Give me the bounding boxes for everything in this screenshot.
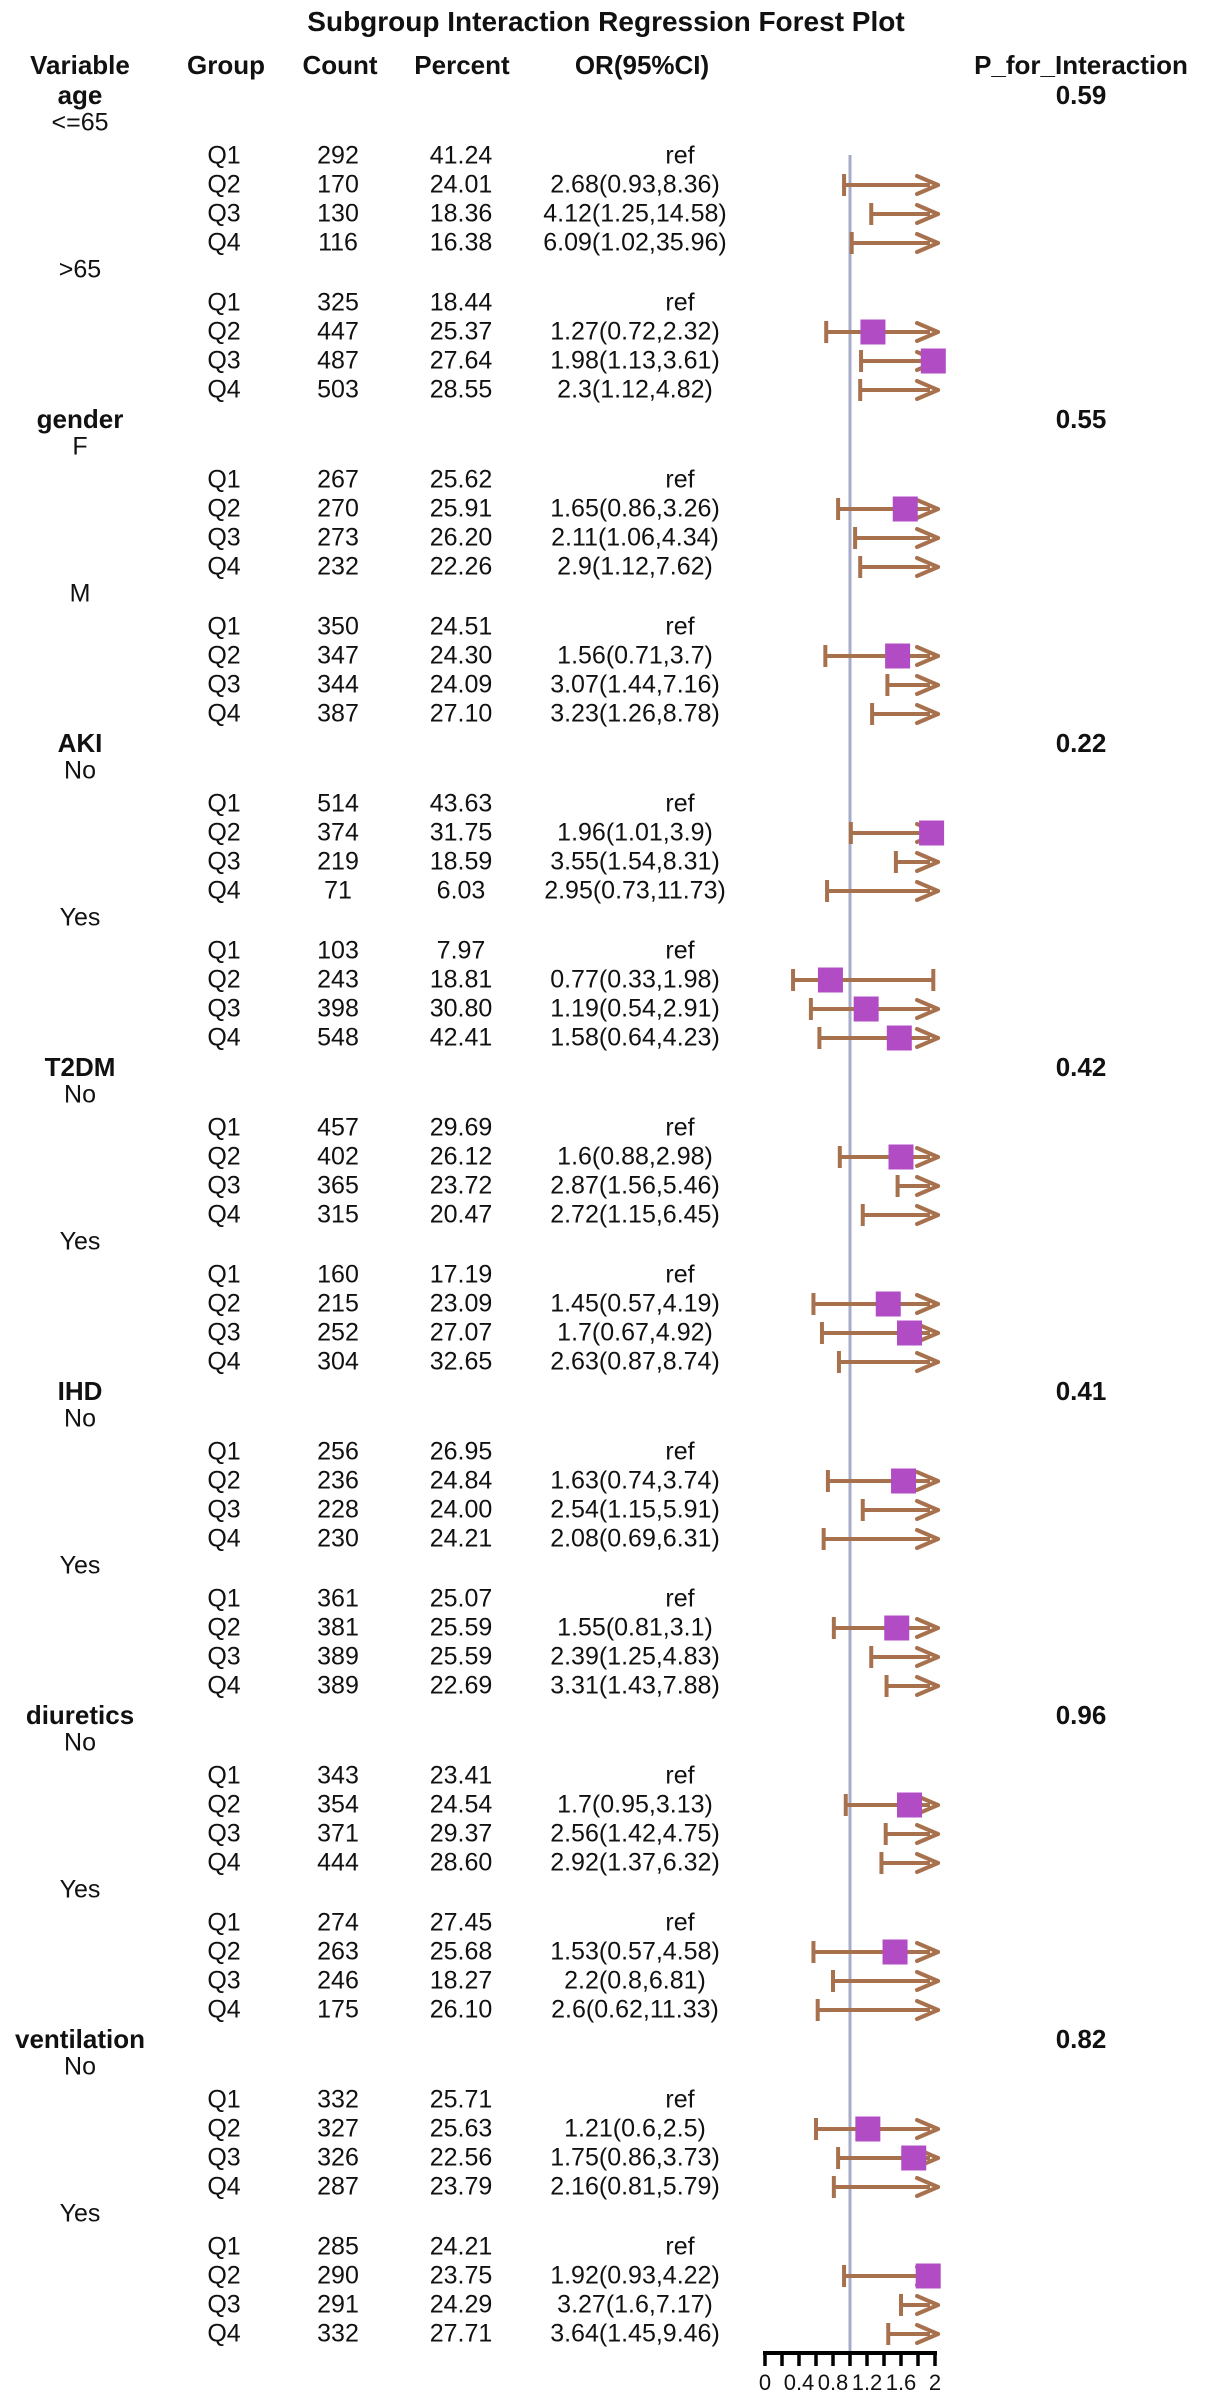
count-cell: 287 <box>317 2172 359 2201</box>
or-ci-cell: ref <box>665 288 695 317</box>
group-cell: Q1 <box>207 141 241 170</box>
or-square <box>897 1321 922 1346</box>
percent-cell: 26.10 <box>429 1995 493 2024</box>
group-cell: Q4 <box>207 1848 241 1877</box>
group-cell: Q2 <box>207 1613 241 1642</box>
percent-cell: 41.24 <box>429 141 493 170</box>
group-cell: Q2 <box>207 1289 241 1318</box>
percent-cell: 27.64 <box>429 346 493 375</box>
or-ci-cell: 1.56(0.71,3.7) <box>557 641 713 670</box>
percent-cell: 29.37 <box>429 1819 493 1848</box>
group-cell: Q3 <box>207 1966 241 1995</box>
group-cell: Q1 <box>207 1761 241 1790</box>
count-cell: 325 <box>317 288 359 317</box>
count-cell: 326 <box>317 2143 359 2172</box>
p-value: 0.42 <box>1055 1052 1107 1082</box>
group-cell: Q2 <box>207 2114 241 2143</box>
or-square <box>860 320 885 345</box>
count-cell: 327 <box>317 2114 359 2143</box>
or-ci-cell: 3.55(1.54,8.31) <box>550 847 720 876</box>
percent-cell: 25.59 <box>429 1642 493 1671</box>
percent-cell: 17.19 <box>429 1260 493 1289</box>
count-cell: 361 <box>317 1584 359 1613</box>
group-cell: Q2 <box>207 1142 241 1171</box>
or-ci-cell: ref <box>665 1908 695 1937</box>
group-cell: Q3 <box>207 1318 241 1347</box>
percent-cell: 24.84 <box>429 1466 493 1495</box>
or-ci-cell: 2.3(1.12,4.82) <box>557 375 713 404</box>
group-cell: Q3 <box>207 2290 241 2319</box>
percent-cell: 28.60 <box>429 1848 493 1877</box>
percent-cell: 25.71 <box>429 2085 493 2114</box>
group-cell: Q4 <box>207 1524 241 1553</box>
group-cell: Q2 <box>207 1790 241 1819</box>
count-cell: 236 <box>317 1466 359 1495</box>
count-cell: 230 <box>317 1524 359 1553</box>
percent-cell: 24.21 <box>429 1524 493 1553</box>
or-ci-cell: 2.2(0.8,6.81) <box>564 1966 706 1995</box>
percent-cell: 22.69 <box>429 1671 493 1700</box>
percent-cell: 43.63 <box>429 789 493 818</box>
group-cell: Q1 <box>207 789 241 818</box>
count-cell: 290 <box>317 2261 359 2290</box>
count-cell: 354 <box>317 1790 359 1819</box>
or-ci-cell: 3.31(1.43,7.88) <box>550 1671 720 1700</box>
percent-cell: 24.54 <box>429 1790 493 1819</box>
or-ci-cell: 6.09(1.02,35.96) <box>543 228 727 257</box>
count-cell: 332 <box>317 2319 359 2348</box>
or-ci-cell: 2.56(1.42,4.75) <box>550 1819 720 1848</box>
or-square <box>818 968 843 993</box>
count-cell: 315 <box>317 1200 359 1229</box>
count-cell: 160 <box>317 1260 359 1289</box>
percent-cell: 20.47 <box>429 1200 493 1229</box>
group-cell: Q4 <box>207 1671 241 1700</box>
percent-cell: 25.63 <box>429 2114 493 2143</box>
group-cell: Q1 <box>207 2232 241 2261</box>
group-cell: Q4 <box>207 1995 241 2024</box>
percent-cell: 18.36 <box>429 199 493 228</box>
group-cell: Q1 <box>207 1908 241 1937</box>
level-label: F <box>72 432 88 461</box>
variable-label: IHD <box>57 1376 103 1406</box>
group-cell: Q2 <box>207 317 241 346</box>
count-cell: 103 <box>317 936 359 965</box>
p-value: 0.55 <box>1055 404 1107 434</box>
chart-title: Subgroup Interaction Regression Forest Plot <box>307 6 905 37</box>
col-header-percent: Percent <box>414 50 510 80</box>
percent-cell: 25.91 <box>429 494 493 523</box>
or-square <box>885 644 910 669</box>
percent-cell: 25.07 <box>429 1584 493 1613</box>
percent-cell: 25.37 <box>429 317 493 346</box>
or-ci-cell: 1.21(0.6,2.5) <box>564 2114 706 2143</box>
axis-tick-label: 1.6 <box>885 2370 917 2395</box>
group-cell: Q1 <box>207 936 241 965</box>
percent-cell: 27.71 <box>429 2319 493 2348</box>
variable-label: age <box>57 80 103 110</box>
level-label: No <box>64 756 96 785</box>
count-cell: 267 <box>317 465 359 494</box>
percent-cell: 32.65 <box>429 1347 493 1376</box>
group-cell: Q4 <box>207 2319 241 2348</box>
count-cell: 503 <box>317 375 359 404</box>
group-cell: Q3 <box>207 847 241 876</box>
or-ci-cell: 1.98(1.13,3.61) <box>550 346 720 375</box>
or-ci-cell: 1.65(0.86,3.26) <box>550 494 720 523</box>
or-ci-cell: 1.75(0.86,3.73) <box>550 2143 720 2172</box>
or-ci-cell: ref <box>665 2085 695 2114</box>
or-ci-cell: 2.68(0.93,8.36) <box>550 170 720 199</box>
count-cell: 344 <box>317 670 359 699</box>
percent-cell: 16.38 <box>429 228 493 257</box>
or-ci-cell: ref <box>665 612 695 641</box>
or-ci-cell: ref <box>665 1260 695 1289</box>
group-cell: Q2 <box>207 170 241 199</box>
percent-cell: 24.01 <box>429 170 493 199</box>
count-cell: 175 <box>317 1995 359 2024</box>
group-cell: Q3 <box>207 1819 241 1848</box>
group-cell: Q3 <box>207 670 241 699</box>
group-cell: Q2 <box>207 818 241 847</box>
percent-cell: 25.59 <box>429 1613 493 1642</box>
or-ci-cell: 2.54(1.15,5.91) <box>550 1495 720 1524</box>
count-cell: 365 <box>317 1171 359 1200</box>
group-cell: Q1 <box>207 1584 241 1613</box>
percent-cell: 28.55 <box>429 375 493 404</box>
level-label: No <box>64 1080 96 1109</box>
count-cell: 487 <box>317 346 359 375</box>
or-ci-cell: 3.23(1.26,8.78) <box>550 699 720 728</box>
variable-label: T2DM <box>44 1052 116 1082</box>
percent-cell: 30.80 <box>429 994 493 1023</box>
or-ci-cell: 4.12(1.25,14.58) <box>543 199 727 228</box>
count-cell: 273 <box>317 523 359 552</box>
count-cell: 228 <box>317 1495 359 1524</box>
percent-cell: 23.72 <box>429 1171 493 1200</box>
or-square <box>893 497 918 522</box>
count-cell: 332 <box>317 2085 359 2114</box>
group-cell: Q1 <box>207 288 241 317</box>
count-cell: 215 <box>317 1289 359 1318</box>
or-square <box>889 1145 914 1170</box>
level-label: No <box>64 1728 96 1757</box>
col-header-p-interaction: P_for_Interaction <box>974 50 1188 80</box>
percent-cell: 31.75 <box>429 818 493 847</box>
count-cell: 389 <box>317 1671 359 1700</box>
percent-cell: 23.41 <box>429 1761 493 1790</box>
or-ci-cell: 3.07(1.44,7.16) <box>550 670 720 699</box>
or-ci-cell: 2.87(1.56,5.46) <box>550 1171 720 1200</box>
or-ci-cell: ref <box>665 1113 695 1142</box>
axis-tick-label: 0.8 <box>817 2370 849 2395</box>
count-cell: 263 <box>317 1937 359 1966</box>
percent-cell: 27.07 <box>429 1318 493 1347</box>
percent-cell: 24.00 <box>429 1495 493 1524</box>
or-square <box>916 2264 941 2289</box>
p-value: 0.96 <box>1055 1700 1107 1730</box>
percent-cell: 26.95 <box>429 1437 493 1466</box>
percent-cell: 18.27 <box>429 1966 493 1995</box>
or-ci-cell: 1.63(0.74,3.74) <box>550 1466 720 1495</box>
or-square <box>919 821 944 846</box>
count-cell: 232 <box>317 552 359 581</box>
count-cell: 219 <box>317 847 359 876</box>
or-square <box>901 2146 926 2171</box>
count-cell: 170 <box>317 170 359 199</box>
or-ci-cell: 1.92(0.93,4.22) <box>550 2261 720 2290</box>
p-value: 0.59 <box>1055 80 1107 110</box>
p-value: 0.22 <box>1055 728 1107 758</box>
count-cell: 270 <box>317 494 359 523</box>
level-label: Yes <box>59 1227 101 1256</box>
or-ci-cell: 2.08(0.69,6.31) <box>550 1524 720 1553</box>
percent-cell: 24.30 <box>429 641 493 670</box>
or-ci-cell: ref <box>665 2232 695 2261</box>
level-label: No <box>64 1404 96 1433</box>
count-cell: 285 <box>317 2232 359 2261</box>
group-cell: Q3 <box>207 994 241 1023</box>
level-label: Yes <box>59 903 101 932</box>
count-cell: 291 <box>317 2290 359 2319</box>
level-label: >65 <box>58 255 102 284</box>
percent-cell: 24.09 <box>429 670 493 699</box>
level-label: Yes <box>59 2199 101 2228</box>
group-cell: Q2 <box>207 965 241 994</box>
count-cell: 387 <box>317 699 359 728</box>
or-square <box>891 1469 916 1494</box>
group-cell: Q4 <box>207 2172 241 2201</box>
variable-label: ventilation <box>14 2024 146 2054</box>
or-ci-cell: 1.96(1.01,3.9) <box>557 818 713 847</box>
percent-cell: 24.29 <box>429 2290 493 2319</box>
group-cell: Q4 <box>207 1200 241 1229</box>
or-ci-cell: 1.7(0.95,3.13) <box>557 1790 713 1819</box>
count-cell: 292 <box>317 141 359 170</box>
or-ci-cell: ref <box>665 141 695 170</box>
or-ci-cell: 2.16(0.81,5.79) <box>550 2172 720 2201</box>
or-ci-cell: 2.11(1.06,4.34) <box>551 523 719 552</box>
or-square <box>883 1940 908 1965</box>
count-cell: 350 <box>317 612 359 641</box>
count-cell: 447 <box>317 317 359 346</box>
count-cell: 243 <box>317 965 359 994</box>
or-ci-cell: ref <box>665 936 695 965</box>
group-cell: Q2 <box>207 641 241 670</box>
count-cell: 116 <box>318 228 358 257</box>
or-square <box>854 997 879 1022</box>
group-cell: Q2 <box>207 494 241 523</box>
col-header-or-ci: OR(95%CI) <box>574 50 710 80</box>
or-square <box>876 1292 901 1317</box>
or-ci-cell: ref <box>665 1437 695 1466</box>
group-cell: Q3 <box>207 346 241 375</box>
or-ci-cell: 1.6(0.88,2.98) <box>557 1142 713 1171</box>
count-cell: 304 <box>317 1347 359 1376</box>
group-cell: Q4 <box>207 552 241 581</box>
or-ci-cell: 1.55(0.81,3.1) <box>557 1613 713 1642</box>
count-cell: 343 <box>317 1761 359 1790</box>
or-ci-cell: 2.95(0.73,11.73) <box>544 876 726 905</box>
or-square <box>884 1616 909 1641</box>
or-ci-cell: 3.27(1.6,7.17) <box>557 2290 713 2319</box>
p-value: 0.41 <box>1055 1376 1107 1406</box>
or-ci-cell: 1.45(0.57,4.19) <box>550 1289 720 1318</box>
or-ci-cell: 2.63(0.87,8.74) <box>550 1347 720 1376</box>
level-label: <=65 <box>51 108 109 137</box>
count-cell: 402 <box>317 1142 359 1171</box>
or-ci-cell: 2.39(1.25,4.83) <box>550 1642 720 1671</box>
or-square <box>887 1026 912 1051</box>
group-cell: Q1 <box>207 465 241 494</box>
level-label: No <box>64 2052 96 2081</box>
percent-cell: 22.26 <box>429 552 493 581</box>
count-cell: 252 <box>317 1318 359 1347</box>
group-cell: Q1 <box>207 612 241 641</box>
group-cell: Q4 <box>207 876 241 905</box>
percent-cell: 18.81 <box>429 965 493 994</box>
level-label: M <box>69 579 91 608</box>
percent-cell: 42.41 <box>429 1023 493 1052</box>
or-square <box>897 1793 922 1818</box>
group-cell: Q4 <box>207 1347 241 1376</box>
percent-cell: 22.56 <box>429 2143 493 2172</box>
count-cell: 71 <box>324 876 352 905</box>
col-header-count: Count <box>302 50 378 80</box>
count-cell: 389 <box>317 1642 359 1671</box>
or-ci-cell: 2.6(0.62,11.33) <box>551 1995 719 2024</box>
or-ci-cell: 1.53(0.57,4.58) <box>550 1937 720 1966</box>
group-cell: Q2 <box>207 2261 241 2290</box>
percent-cell: 18.59 <box>429 847 493 876</box>
percent-cell: 25.62 <box>429 465 493 494</box>
or-ci-cell: 1.58(0.64,4.23) <box>550 1023 720 1052</box>
count-cell: 548 <box>317 1023 359 1052</box>
percent-cell: 18.44 <box>429 288 493 317</box>
percent-cell: 26.12 <box>429 1142 493 1171</box>
group-cell: Q4 <box>207 228 241 257</box>
count-cell: 444 <box>317 1848 359 1877</box>
group-cell: Q4 <box>207 375 241 404</box>
count-cell: 130 <box>317 199 359 228</box>
group-cell: Q3 <box>207 2143 241 2172</box>
or-ci-cell: 1.19(0.54,2.91) <box>550 994 720 1023</box>
level-label: Yes <box>59 1551 101 1580</box>
percent-cell: 25.68 <box>429 1937 493 1966</box>
count-cell: 398 <box>317 994 359 1023</box>
group-cell: Q2 <box>207 1466 241 1495</box>
or-ci-cell: 1.27(0.72,2.32) <box>550 317 720 346</box>
group-cell: Q1 <box>207 1437 241 1466</box>
group-cell: Q4 <box>207 699 241 728</box>
group-cell: Q4 <box>207 1023 241 1052</box>
count-cell: 514 <box>317 789 359 818</box>
percent-cell: 23.75 <box>429 2261 493 2290</box>
group-cell: Q3 <box>207 523 241 552</box>
or-ci-cell: 2.72(1.15,6.45) <box>550 1200 720 1229</box>
group-cell: Q3 <box>207 1642 241 1671</box>
percent-cell: 29.69 <box>429 1113 493 1142</box>
axis-tick-label: 2 <box>928 2370 942 2395</box>
axis-tick-label: 0.4 <box>783 2370 815 2395</box>
or-ci-cell: 2.9(1.12,7.62) <box>557 552 713 581</box>
p-value: 0.82 <box>1055 2024 1107 2054</box>
group-cell: Q1 <box>207 1113 241 1142</box>
percent-cell: 6.03 <box>436 876 486 905</box>
percent-cell: 7.97 <box>436 936 486 965</box>
percent-cell: 26.20 <box>429 523 493 552</box>
variable-label: AKI <box>57 728 103 758</box>
or-ci-cell: ref <box>665 789 695 818</box>
axis-tick-label: 1.2 <box>851 2370 883 2395</box>
group-cell: Q1 <box>207 1260 241 1289</box>
percent-cell: 24.21 <box>429 2232 493 2261</box>
variable-label: gender <box>36 404 124 434</box>
axis-tick-label: 0 <box>758 2370 772 2395</box>
or-square <box>855 2117 880 2142</box>
group-cell: Q3 <box>207 1171 241 1200</box>
or-ci-cell: 1.7(0.67,4.92) <box>557 1318 713 1347</box>
count-cell: 246 <box>317 1966 359 1995</box>
count-cell: 381 <box>317 1613 359 1642</box>
group-cell: Q3 <box>207 199 241 228</box>
percent-cell: 24.51 <box>429 612 493 641</box>
col-header-variable: Variable <box>30 50 130 80</box>
or-ci-cell: ref <box>665 465 695 494</box>
percent-cell: 23.79 <box>429 2172 493 2201</box>
percent-cell: 27.10 <box>429 699 493 728</box>
count-cell: 374 <box>317 818 359 847</box>
or-ci-cell: ref <box>665 1761 695 1790</box>
percent-cell: 27.45 <box>429 1908 493 1937</box>
level-label: Yes <box>59 1875 101 1904</box>
group-cell: Q3 <box>207 1495 241 1524</box>
or-ci-cell: ref <box>665 1584 695 1613</box>
count-cell: 274 <box>317 1908 359 1937</box>
percent-cell: 23.09 <box>429 1289 493 1318</box>
count-cell: 371 <box>317 1819 359 1848</box>
or-square <box>921 349 946 374</box>
group-cell: Q2 <box>207 1937 241 1966</box>
variable-label: diuretics <box>25 1700 135 1730</box>
count-cell: 347 <box>317 641 359 670</box>
or-ci-cell: 0.77(0.33,1.98) <box>550 965 720 994</box>
or-ci-cell: 3.64(1.45,9.46) <box>550 2319 720 2348</box>
or-ci-cell: 2.92(1.37,6.32) <box>550 1848 720 1877</box>
group-cell: Q1 <box>207 2085 241 2114</box>
count-cell: 457 <box>317 1113 359 1142</box>
count-cell: 256 <box>317 1437 359 1466</box>
col-header-group: Group <box>187 50 265 80</box>
